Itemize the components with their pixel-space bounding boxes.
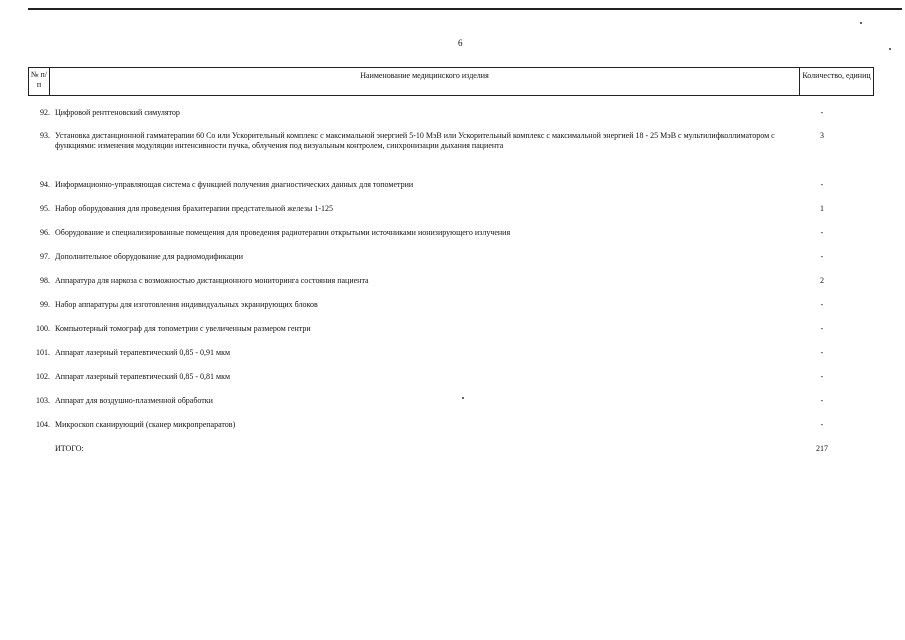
row-qty: - [820, 348, 824, 357]
row-num: 95. [40, 204, 50, 213]
header-qty: Количество, единиц [800, 68, 874, 95]
row-name: Цифровой рентгеновский симулятор [55, 108, 180, 117]
row-num: 97. [40, 252, 50, 261]
row-num: 101. [36, 348, 50, 357]
row-num: 104. [36, 420, 50, 429]
scan-speck [462, 397, 464, 399]
row-qty: - [820, 252, 824, 261]
row-num: 98. [40, 276, 50, 285]
scan-speck [860, 22, 862, 24]
row-name: Дополнительное оборудование для радиомодификации [55, 252, 243, 261]
row-qty: - [820, 372, 824, 381]
row-name: Установка дистанционной гамматерапии 60 Со или Ускорительный комплекс с максимальной энергией 5-10 МэВ или Ускорительный комплекс с максимальной энергией 18 - 25 МэВ с мультилифколлиматором с функциями: изменения модуляции интенсивности пучка, облучения под визуальным контролем, синхронизации дыхания пациента [55, 131, 775, 150]
row-name: Компьютерный томограф для топометрии с увеличенным размером гентри [55, 324, 311, 333]
row-num: 92. [40, 108, 50, 117]
row-num: 102. [36, 372, 50, 381]
total-label: ИТОГО: [55, 444, 84, 453]
row-name: Информационно-управляющая система с функцией получения диагностических данных для топометрии [55, 180, 414, 189]
table-header [28, 67, 874, 96]
row-qty: - [820, 228, 824, 237]
row-name: Набор аппаратуры для изготовления индивидуальных экранирующих блоков [55, 300, 318, 309]
row-name: Аппарат лазерный терапевтический 0,85 - 0,81 мкм [55, 372, 231, 381]
row-num: 103. [36, 396, 50, 405]
total-value: 217 [816, 444, 828, 453]
row-num: 94. [40, 180, 50, 189]
row-name: Аппарат для воздушно-плазменной обработки [55, 396, 213, 405]
row-name: Аппарат лазерный терапевтический 0,85 - 0,91 мкм [55, 348, 231, 357]
row-qty: - [820, 420, 824, 429]
row-name: Оборудование и специализированные помещения для проведения радиотерапии открытыми источниками ионизирующего излучения [55, 228, 511, 237]
row-qty: - [820, 180, 824, 189]
row-qty: - [820, 324, 824, 333]
scan-speck [889, 48, 891, 50]
row-num: 93. [40, 131, 50, 140]
top-rule [28, 8, 902, 10]
row-qty: 2 [820, 276, 824, 285]
row-name: Микроскоп сканирующий (сканер микропрепаратов) [55, 420, 236, 429]
row-num: 100. [36, 324, 50, 333]
row-name: Набор оборудования для проведения брахитерапии предстательной железы 1-125 [55, 204, 334, 213]
row-qty: 1 [820, 204, 824, 213]
row-qty: - [820, 108, 824, 117]
row-qty: - [820, 300, 824, 309]
row-qty: 3 [820, 131, 824, 140]
header-name: Наименование медицинского изделия [50, 68, 800, 95]
header-num: № п/п [28, 68, 50, 95]
row-qty: - [820, 396, 824, 405]
row-num: 96. [40, 228, 50, 237]
row-name: Аппаратура для наркоза с возможностью дистанционного мониторинга состояния пациента [55, 276, 369, 285]
row-num: 99. [40, 300, 50, 309]
page-number: 6 [458, 38, 463, 48]
